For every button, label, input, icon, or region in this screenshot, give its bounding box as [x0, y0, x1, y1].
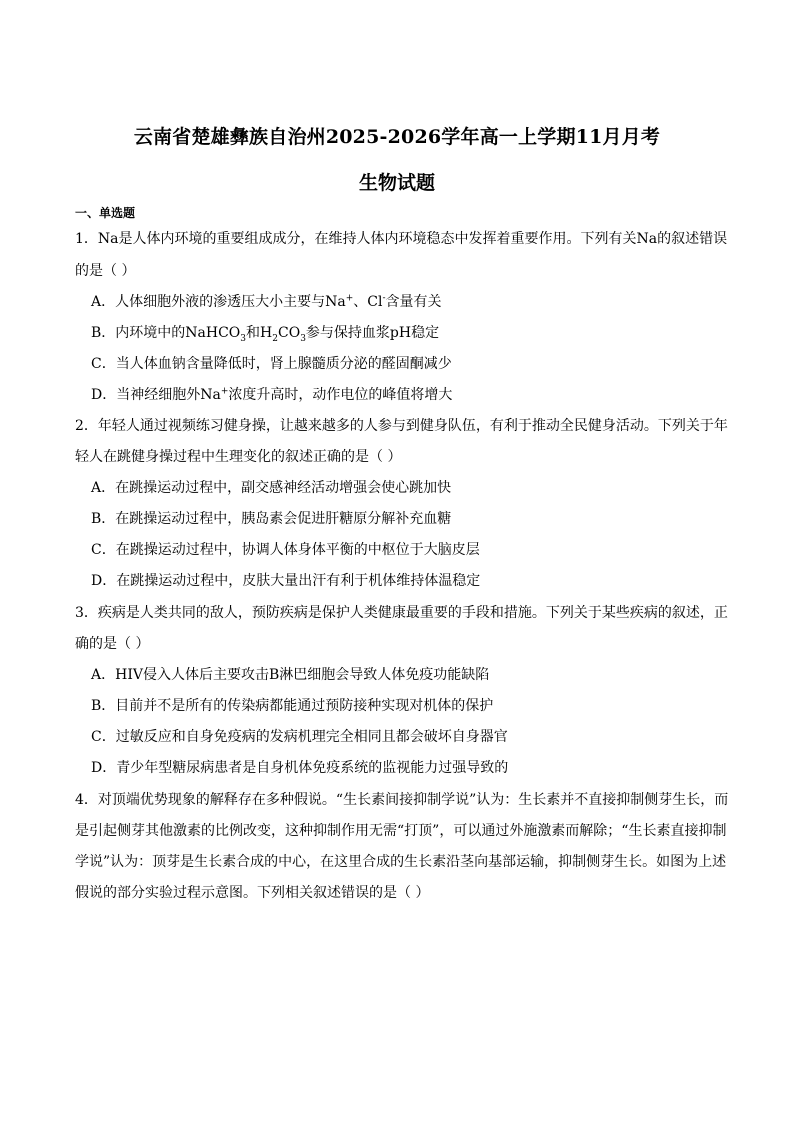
q1-option-a-sup2: - [382, 293, 386, 304]
q1-option-d-text1: D．当神经细胞外Na [91, 387, 221, 403]
q2-option-d: D．在跳操运动过程中，皮肤大量出汗有利于机体维持体温稳定 [91, 573, 481, 589]
q3-option-c: C．过敏反应和自身免疫病的发病机理完全相同且都会破坏自身器官 [91, 729, 508, 745]
q2-option-b: B．在跳操运动过程中，胰岛素会促进肝糖原分解补充血糖 [91, 511, 452, 527]
q3-option-b: B．目前并不是所有的传染病都能通过预防接种实现对机体的保护 [91, 698, 494, 714]
q1-option-a-text1: A．人体细胞外液的渗透压大小主要与Na [91, 294, 346, 310]
q1-option-b-text3: CO [277, 325, 301, 341]
q1-option-a-text2: 、Cl [353, 294, 383, 310]
q1-option-b-text4: 参与保持血浆pH稳定 [305, 325, 440, 341]
q1-option-b-sub1: 3 [240, 333, 247, 344]
q3-option-d: D．青少年型糖尿病患者是自身机体免疫系统的监视能力过强导致的 [91, 760, 509, 776]
q4-stem-line4: 假说的部分实验过程示意图。下列相关叙述错误的是（ ） [75, 885, 430, 901]
exam-title: 云南省楚雄彝族自治州2025-2026学年高一上学期11月月考 [133, 126, 661, 148]
q1-option-a-sup1: + [345, 293, 354, 304]
q2-option-c: C．在跳操运动过程中，协调人体身体平衡的中枢位于大脑皮层 [91, 542, 480, 558]
q3-option-a: A．HIV侵入人体后主要攻击B淋巴细胞会导致人体免疫功能缺陷 [91, 667, 490, 683]
q2-option-a: A．在跳操运动过程中，副交感神经活动增强会使心跳加快 [91, 480, 452, 496]
q3-stem-line1: 3．疾病是人类共同的敌人，预防疾病是保护人类健康最重要的手段和措施。下列关于某些疾病的叙述，正 [75, 605, 728, 621]
q1-option-a-text3: 含量有关 [385, 294, 442, 310]
q1-option-c: C．当人体血钠含量降低时，肾上腺髓质分泌的醛固酮减少 [91, 356, 452, 372]
q1-option-b-text1: B．内环境中的NaHCO [91, 325, 241, 341]
q1-option-b-sub2: 2 [272, 333, 278, 344]
q1-option-b [91, 324, 439, 342]
q1-option-a [91, 293, 442, 311]
q1-option-d [91, 386, 452, 404]
q1-option-b-sub3: 3 [300, 333, 306, 344]
q1-stem-line2: 的是（ ） [75, 263, 136, 279]
q2-stem-line1: 2．年轻人通过视频练习健身操，让越来越多的人参与到健身队伍，有利于推动全民健身活动。下列关于年 [75, 418, 728, 434]
q4-stem-line2: 是引起侧芽其他激素的比例改变，这种抑制作用无需“打顶”，可以通过外施激素而解除；“生长素直接抑制 [75, 823, 727, 839]
q4-stem-line3: 学说”认为：顶芽是生长素合成的中心，在这里合成的生长素沿茎向基部运输，抑制侧芽生长。如图为上述 [75, 854, 727, 870]
q2-stem-line2: 轻人在跳健身操过程中生理变化的叙述正确的是（ ） [75, 449, 402, 465]
q1-stem-line1: 1．Na是人体内环境的重要组成成分，在维持人体内环境稳态中发挥着重要作用。下列有关Na的叙述错误 [75, 231, 728, 247]
q4-stem-line1: 4．对顶端优势现象的解释存在多种假说。“生长素间接抑制学说”认为：生长素并不直接抑制侧芽生长，而 [75, 792, 729, 808]
q1-option-d-text2: 浓度升高时，动作电位的峰值将增大 [228, 387, 453, 403]
exam-subtitle: 生物试题 [358, 172, 435, 194]
q1-option-d-sup: + [220, 386, 229, 397]
q1-option-b-text2: 和H [246, 325, 273, 341]
section-heading: 一、单选题 [75, 206, 136, 220]
q3-stem-line2: 确的是（ ） [75, 636, 150, 652]
